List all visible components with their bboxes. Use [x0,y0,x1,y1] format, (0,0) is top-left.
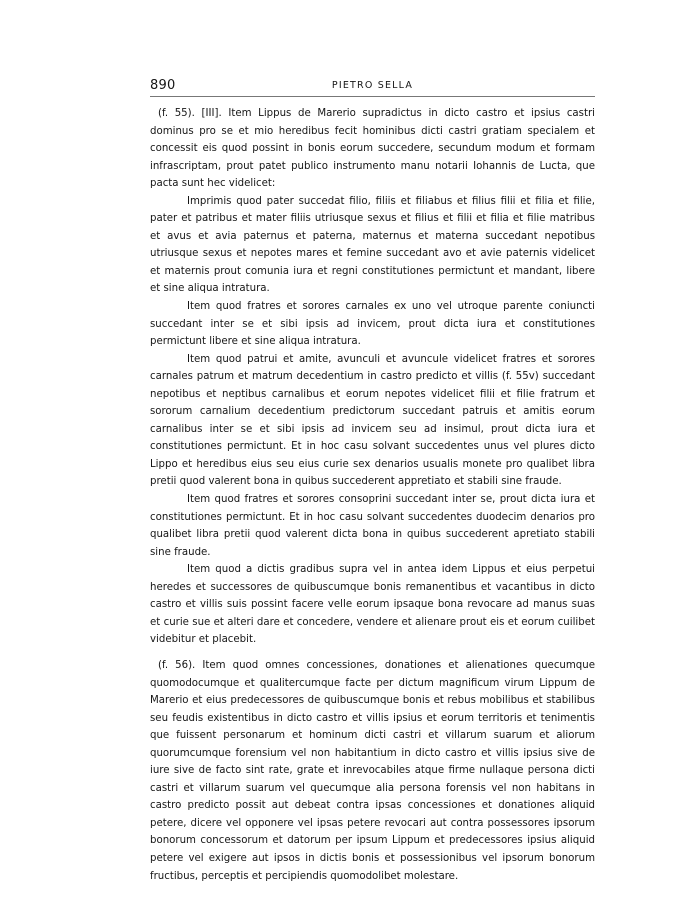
paragraph-fratres-carnales: Item quod fratres et sorores carnales ex uno vel utroque parente coniuncti succedant inter se et sibi ipsis ad invicem, prout dicta iura et constitutiones permictunt libere et sine aliqua intratura. [150,301,595,348]
body-text [150,105,595,885]
paragraph-imprimis: Imprimis quod pater succedat filio, filiis et filiabus et filius filii et filia et filie, pater et patribus et mater filiis utriusque sexus et filius et filii et filia et filie matribus et avus et avia paternus et paterna, maternus et materna succedant nepotibus utriusque sexus et nepotes mares et femine succedant avo et avie paternis videlicet et maternis prout comunia iura et regni constitutiones permictunt et mandant, libere et sine aliqua intratura. [150,195,595,295]
page-header [150,78,595,94]
header-rule [150,96,595,97]
paragraph-f55: (f. 55). [III]. Item Lippus de Marerio supradictus in dicto castro et ipsius castri dominus pro se et mio heredibus fecit hominibus dicti castri gratiam specialem et concessit eis quod possint in bonis eorum succedere, secundum modum et formam infrascriptam, prout patet publico instrumento manu notarii Iohannis de Lucta, que pacta sunt hec videlicet: [150,108,595,190]
paragraph-patrui-amite: Item quod patrui et amite, avunculi et avuncule videlicet fratres et sorores carnales patrum et matrum decedentium in castro predicto et villis (f. 55v) succedant nepotibus et neptibus carnalibus et eorum nepotes videlicet filii et filie fratrum et sororum carnalium decedentium predictorum succedant patruis et amitis eorum carnalibus inter se et sibi ipsis ad invicem seu ad insimul, prout dicta iura et constitutiones permictunt. Et in hoc casu solvant succedentes unus vel plures dicto Lippo et heredibus eius seu eius curie sex denarios usualis monete pro qualibet libra pretii quod valerent bona in quibus succederent appretiato et stabili sine fraude. [150,353,595,488]
paragraph-consoprini: Item quod fratres et sorores consoprini succedant inter se, prout dicta iura et constitutiones permictunt. Et in hoc casu solvant succedentes duodecim denarios pro qualibet libra pretii quod valerent dicta bona in quibus succederent apretiato stabili sine fraude. [150,494,595,558]
paragraph-gradibus: Item quod a dictis gradibus supra vel in antea idem Lippus et eius perpetui heredes et successores de quibuscumque bonis remanentibus et vacantibus in dicto castro et villis suis possint facere velle eorum ipsaque bona revocare ad manus suas et curie sue et alteri dare et concedere, vendere et alienare prout eis et eorum cuilibet videbitur et placebit. [150,564,595,646]
page-number: 890 [150,78,176,93]
running-title: PIETRO SELLA [331,80,414,91]
paragraph-f56: (f. 56). Item quod omnes concessiones, donationes et alienationes quecumque quomodocumque et qualitercumque facte per dictum magnificum virum Lippum de Marerio et eius predecessores de quibuscumque bonis et rebus mobilibus et stabilibus seu feudis existentibus in dicto castro et villis ipsius et eorum territoris et tenimentis que fuissent personarum et hominum dicti castri et villarum suarum et aliorum quorumcumque forensium vel non habitantium in dicto castro et villis ipsius sive de iure sive de facto sint rate, grate et inrevocabiles atque firme nullaque persona dicti castri et villarum suarum vel quecumque alia persona forensis vel non habitans in castro predicto possit aut debeat contra ipsas concessiones et donationes aliquid petere, dicere vel opponere vel ipsas petere revocari aut contra possessores ipsorum bonorum concessorum et datorum per ipsum Lippum et predecessores ipsius aliquid petere vel exigere aut ipsos in dictis bonis et possessionibus vel ipsorum bonorum fructibus, perceptis et percipiendis quomodolibet molestare. [150,659,595,882]
